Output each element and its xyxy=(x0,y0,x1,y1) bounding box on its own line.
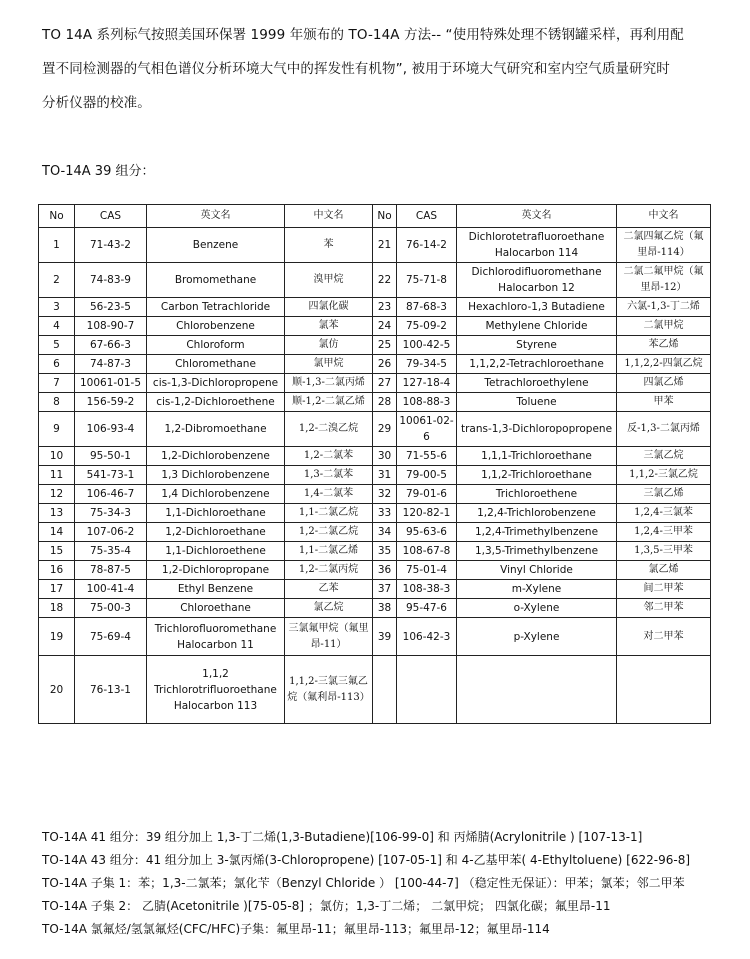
cell-no: 20 xyxy=(39,656,75,724)
cell-no: 35 xyxy=(373,542,397,561)
cell-chinese-name: 对二甲苯 xyxy=(617,618,711,656)
cell-cas: 75-34-3 xyxy=(75,504,147,523)
cell-no xyxy=(373,656,397,724)
table-row xyxy=(39,656,711,724)
cell-english-name: p-Xylene xyxy=(457,618,617,656)
cell-chinese-name: 氯乙烷 xyxy=(285,599,373,618)
cell-chinese-name: 1,1-二氯乙烷 xyxy=(285,504,373,523)
cell-cas: 75-69-4 xyxy=(75,618,147,656)
header-cas: CAS xyxy=(397,205,457,228)
cell-english-name: Trichloroethene xyxy=(457,485,617,504)
table-row xyxy=(39,523,711,542)
table-row xyxy=(39,374,711,393)
cell-no: 16 xyxy=(39,561,75,580)
cell-no: 27 xyxy=(373,374,397,393)
cell-english-name: o-Xylene xyxy=(457,599,617,618)
cell-cas: 95-47-6 xyxy=(397,599,457,618)
cell-no: 2 xyxy=(39,263,75,298)
cell-english-name: 1,1,1-Trichloroethane xyxy=(457,447,617,466)
cell-cas: 95-63-6 xyxy=(397,523,457,542)
cell-chinese-name xyxy=(617,656,711,724)
table-row xyxy=(39,618,711,656)
intro-line: 置不同检测器的气相色谱仪分析环境大气中的挥发性有机物”, 被用于环境大气研究和室内空气质量研究时 xyxy=(42,61,670,77)
cell-no: 13 xyxy=(39,504,75,523)
cell-english-name: 1,4 Dichlorobenzene xyxy=(147,485,285,504)
cell-no: 12 xyxy=(39,485,75,504)
cell-english-name: Ethyl Benzene xyxy=(147,580,285,599)
table-row xyxy=(39,393,711,412)
cell-no: 37 xyxy=(373,580,397,599)
note-line: TO-14A 氯氟烃/氢氯氟烃(CFC/HFC)子集：氟里昂-11；氟里昂-113；氟里昂-12；氟里昂-114 xyxy=(42,922,550,936)
cell-cas: 71-55-6 xyxy=(397,447,457,466)
cell-english-name: 1,3,5-Trimethylbenzene xyxy=(457,542,617,561)
table-row xyxy=(39,336,711,355)
cell-english-name: Trichlorofluoromethane Halocarbon 11 xyxy=(147,618,285,656)
cell-cas: 108-67-8 xyxy=(397,542,457,561)
table-row xyxy=(39,317,711,336)
cell-cas: 156-59-2 xyxy=(75,393,147,412)
table-row xyxy=(39,263,711,298)
cell-no: 17 xyxy=(39,580,75,599)
cell-chinese-name: 苯 xyxy=(285,228,373,263)
cell-cas: 78-87-5 xyxy=(75,561,147,580)
cell-no: 28 xyxy=(373,393,397,412)
cell-english-name: Tetrachloroethylene xyxy=(457,374,617,393)
cell-english-name: Chloromethane xyxy=(147,355,285,374)
cell-cas: 79-00-5 xyxy=(397,466,457,485)
cell-chinese-name: 邻二甲苯 xyxy=(617,599,711,618)
cell-english-name: Chloroethane xyxy=(147,599,285,618)
table-row xyxy=(39,466,711,485)
header-cas: CAS xyxy=(75,205,147,228)
cell-no: 32 xyxy=(373,485,397,504)
cell-cas: 67-66-3 xyxy=(75,336,147,355)
cell-english-name: Hexachloro-1,3 Butadiene xyxy=(457,298,617,317)
cell-english-name: Styrene xyxy=(457,336,617,355)
cell-no: 25 xyxy=(373,336,397,355)
cell-no: 39 xyxy=(373,618,397,656)
cell-chinese-name: 1,4-二氯苯 xyxy=(285,485,373,504)
cell-english-name: Chloroform xyxy=(147,336,285,355)
cell-chinese-name: 氯甲烷 xyxy=(285,355,373,374)
cell-english-name: Carbon Tetrachloride xyxy=(147,298,285,317)
cell-english-name: 1,2-Dichloroethane xyxy=(147,523,285,542)
cell-cas: 108-88-3 xyxy=(397,393,457,412)
cell-english-name: Methylene Chloride xyxy=(457,317,617,336)
header-chinese-name: 中文名 xyxy=(617,205,711,228)
header-no: No xyxy=(39,205,75,228)
cell-cas xyxy=(397,656,457,724)
cell-cas: 87-68-3 xyxy=(397,298,457,317)
cell-chinese-name: 1,1-二氯乙烯 xyxy=(285,542,373,561)
cell-english-name: m-Xylene xyxy=(457,580,617,599)
cell-no: 26 xyxy=(373,355,397,374)
intro-line: TO 14A 系列标气按照美国环保署 1999 年颁布的 TO-14A 方法-- “使用特殊处理不锈钢罐采样，再利用配 xyxy=(42,27,684,43)
cell-no: 24 xyxy=(373,317,397,336)
table-row xyxy=(39,355,711,374)
cell-chinese-name: 四氯乙烯 xyxy=(617,374,711,393)
cell-chinese-name: 六氯-1,3-丁二烯 xyxy=(617,298,711,317)
cell-english-name: Bromomethane xyxy=(147,263,285,298)
cell-cas: 75-71-8 xyxy=(397,263,457,298)
table-row xyxy=(39,542,711,561)
table-row xyxy=(39,580,711,599)
cell-chinese-name: 1,1,2,2-四氯乙烷 xyxy=(617,355,711,374)
cell-no: 31 xyxy=(373,466,397,485)
cell-chinese-name: 四氯化碳 xyxy=(285,298,373,317)
cell-english-name: Vinyl Chloride xyxy=(457,561,617,580)
cell-cas: 100-42-5 xyxy=(397,336,457,355)
cell-no: 36 xyxy=(373,561,397,580)
cell-chinese-name: 苯乙烯 xyxy=(617,336,711,355)
cell-english-name: 1,1,2,2-Tetrachloroethane xyxy=(457,355,617,374)
cell-chinese-name: 顺-1,2-二氯乙烯 xyxy=(285,393,373,412)
intro-line: 分析仪器的校准。 xyxy=(42,95,151,111)
table-title: TO-14A 39 组分： xyxy=(42,164,155,179)
table-row xyxy=(39,412,711,447)
cell-english-name: 1,1-Dichloroethane xyxy=(147,504,285,523)
cell-chinese-name: 1,3,5-三甲苯 xyxy=(617,542,711,561)
notes xyxy=(42,826,690,941)
note-line: TO-14A 子集 1：苯；1,3-二氯苯；氯化苄（Benzyl Chloride ） [100-44-7] （稳定性无保证）：甲苯；氯苯；邻二甲苯 xyxy=(42,876,685,890)
component-table xyxy=(38,204,711,724)
cell-cas: 95-50-1 xyxy=(75,447,147,466)
cell-chinese-name: 乙苯 xyxy=(285,580,373,599)
table-row xyxy=(39,447,711,466)
cell-cas: 76-13-1 xyxy=(75,656,147,724)
cell-cas: 10061-02-6 xyxy=(397,412,457,447)
cell-chinese-name: 氯乙烯 xyxy=(617,561,711,580)
cell-no: 8 xyxy=(39,393,75,412)
cell-no: 15 xyxy=(39,542,75,561)
cell-chinese-name: 1,1,2-三氯乙烷 xyxy=(617,466,711,485)
cell-chinese-name: 1,1,2-三氯三氟乙烷（氟利昂-113） xyxy=(285,656,373,724)
cell-english-name xyxy=(457,656,617,724)
header-chinese-name: 中文名 xyxy=(285,205,373,228)
cell-cas: 74-83-9 xyxy=(75,263,147,298)
cell-chinese-name: 间二甲苯 xyxy=(617,580,711,599)
table-row xyxy=(39,504,711,523)
cell-chinese-name: 甲苯 xyxy=(617,393,711,412)
header-no: No xyxy=(373,205,397,228)
cell-cas: 106-93-4 xyxy=(75,412,147,447)
cell-cas: 56-23-5 xyxy=(75,298,147,317)
cell-chinese-name: 二氯甲烷 xyxy=(617,317,711,336)
table-row xyxy=(39,485,711,504)
cell-chinese-name: 1,2,4-三氯苯 xyxy=(617,504,711,523)
cell-english-name: cis-1,2-Dichloroethene xyxy=(147,393,285,412)
cell-english-name: 1,2,4-Trimethylbenzene xyxy=(457,523,617,542)
cell-cas: 106-46-7 xyxy=(75,485,147,504)
cell-english-name: 1,1,2 Trichlorotrifluoroethane Halocarbon 113 xyxy=(147,656,285,724)
cell-no: 7 xyxy=(39,374,75,393)
cell-no: 33 xyxy=(373,504,397,523)
cell-chinese-name: 1,2-二氯乙烷 xyxy=(285,523,373,542)
table-row xyxy=(39,561,711,580)
cell-no: 11 xyxy=(39,466,75,485)
cell-no: 22 xyxy=(373,263,397,298)
header-english-name: 英文名 xyxy=(147,205,285,228)
cell-cas: 107-06-2 xyxy=(75,523,147,542)
cell-chinese-name: 1,3-二氯苯 xyxy=(285,466,373,485)
cell-chinese-name: 三氯氟甲烷（氟里昂-11） xyxy=(285,618,373,656)
note-line: TO-14A 子集 2： 乙腈(Acetonitrile )[75-05-8] ；氯仿；1,3-丁二烯； 二氯甲烷； 四氯化碳；氟里昂-11 xyxy=(42,899,611,913)
cell-chinese-name: 氯仿 xyxy=(285,336,373,355)
cell-english-name: 1,1-Dichloroethene xyxy=(147,542,285,561)
cell-english-name: Chlorobenzene xyxy=(147,317,285,336)
cell-cas: 75-35-4 xyxy=(75,542,147,561)
cell-cas: 10061-01-5 xyxy=(75,374,147,393)
cell-no: 3 xyxy=(39,298,75,317)
cell-english-name: cis-1,3-Dichloropropene xyxy=(147,374,285,393)
cell-no: 29 xyxy=(373,412,397,447)
cell-no: 1 xyxy=(39,228,75,263)
cell-cas: 71-43-2 xyxy=(75,228,147,263)
cell-cas: 108-90-7 xyxy=(75,317,147,336)
cell-cas: 127-18-4 xyxy=(397,374,457,393)
cell-no: 6 xyxy=(39,355,75,374)
note-line: TO-14A 43 组分：41 组分加上 3-氯丙烯(3-Chloropropene) [107-05-1] 和 4-乙基甲苯( 4-Ethyltoluene) [622-96-8] xyxy=(42,853,691,867)
cell-no: 30 xyxy=(373,447,397,466)
table-header-row xyxy=(39,205,711,228)
cell-chinese-name: 1,2-二氯苯 xyxy=(285,447,373,466)
table-row xyxy=(39,599,711,618)
cell-no: 21 xyxy=(373,228,397,263)
cell-english-name: 1,2-Dichlorobenzene xyxy=(147,447,285,466)
cell-english-name: 1,1,2-Trichloroethane xyxy=(457,466,617,485)
cell-chinese-name: 1,2-二氯丙烷 xyxy=(285,561,373,580)
cell-english-name: Toluene xyxy=(457,393,617,412)
cell-no: 9 xyxy=(39,412,75,447)
cell-no: 23 xyxy=(373,298,397,317)
table-row xyxy=(39,228,711,263)
cell-chinese-name: 溴甲烷 xyxy=(285,263,373,298)
cell-english-name: trans-1,3-Dichloropopropene xyxy=(457,412,617,447)
cell-cas: 79-01-6 xyxy=(397,485,457,504)
header-english-name: 英文名 xyxy=(457,205,617,228)
cell-no: 4 xyxy=(39,317,75,336)
cell-chinese-name: 二氯四氟乙烷（氟里昂-114） xyxy=(617,228,711,263)
cell-cas: 541-73-1 xyxy=(75,466,147,485)
cell-chinese-name: 反-1,3-二氯丙烯 xyxy=(617,412,711,447)
cell-no: 18 xyxy=(39,599,75,618)
cell-cas: 108-38-3 xyxy=(397,580,457,599)
cell-no: 34 xyxy=(373,523,397,542)
cell-english-name: Benzene xyxy=(147,228,285,263)
cell-cas: 106-42-3 xyxy=(397,618,457,656)
cell-cas: 74-87-3 xyxy=(75,355,147,374)
cell-cas: 79-34-5 xyxy=(397,355,457,374)
cell-cas: 75-09-2 xyxy=(397,317,457,336)
cell-chinese-name: 顺-1,3-二氯丙烯 xyxy=(285,374,373,393)
cell-no: 19 xyxy=(39,618,75,656)
cell-no: 5 xyxy=(39,336,75,355)
cell-cas: 75-00-3 xyxy=(75,599,147,618)
cell-chinese-name: 三氯乙烷 xyxy=(617,447,711,466)
cell-cas: 75-01-4 xyxy=(397,561,457,580)
cell-cas: 100-41-4 xyxy=(75,580,147,599)
cell-chinese-name: 二氯二氟甲烷（氟里昂-12） xyxy=(617,263,711,298)
cell-english-name: 1,2-Dibromoethane xyxy=(147,412,285,447)
cell-no: 14 xyxy=(39,523,75,542)
cell-no: 10 xyxy=(39,447,75,466)
cell-cas: 120-82-1 xyxy=(397,504,457,523)
cell-english-name: 1,3 Dichlorobenzene xyxy=(147,466,285,485)
table-row xyxy=(39,298,711,317)
cell-no: 38 xyxy=(373,599,397,618)
cell-english-name: 1,2-Dichloropropane xyxy=(147,561,285,580)
cell-english-name: Dichlorodifluoromethane Halocarbon 12 xyxy=(457,263,617,298)
cell-english-name: Dichlorotetrafluoroethane Halocarbon 114 xyxy=(457,228,617,263)
intro-paragraph xyxy=(42,18,732,120)
cell-english-name: 1,2,4-Trichlorobenzene xyxy=(457,504,617,523)
cell-chinese-name: 1,2,4-三甲苯 xyxy=(617,523,711,542)
cell-chinese-name: 氯苯 xyxy=(285,317,373,336)
cell-chinese-name: 三氯乙烯 xyxy=(617,485,711,504)
note-line: TO-14A 41 组分：39 组分加上 1,3-丁二烯(1,3-Butadiene)[106-99-0] 和 丙烯腈(Acrylonitrile ) [107-13-1] xyxy=(42,830,643,844)
cell-cas: 76-14-2 xyxy=(397,228,457,263)
cell-chinese-name: 1,2-二溴乙烷 xyxy=(285,412,373,447)
